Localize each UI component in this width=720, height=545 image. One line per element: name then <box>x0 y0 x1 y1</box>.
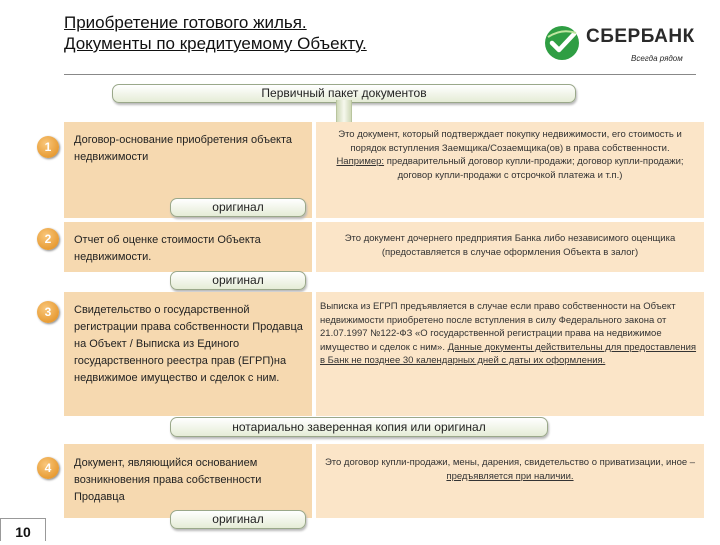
logo-slogan: Всегда рядом <box>631 54 683 63</box>
item-3-description <box>320 300 700 368</box>
item-4-document-name: Документ, являющийся основанием возникновения права собственности Продавца <box>74 457 262 503</box>
item-4-description <box>320 456 700 483</box>
item-1-document-name: Договор-основание приобретения объекта недвижимости <box>74 134 293 163</box>
item-2-number: 2 <box>37 228 59 250</box>
item-1-number: 1 <box>37 136 59 158</box>
item-3-number: 3 <box>37 301 59 323</box>
package-label: Первичный пакет документов <box>112 84 576 103</box>
item-3-validity-note: Данные документы действительны для предоставления в Банк не позднее 30 календарных дней с даты их оформления. <box>320 341 697 366</box>
title-line-1: Приобретение готового жилья. <box>64 13 307 32</box>
item-1-example-text: предварительный договор купли-продажи; договор купли-продажи; договор купли-продажи с отсрочкой платежа и т.п.) <box>384 156 684 181</box>
item-4-description-lead: Это договор купли-продажи, мены, дарения, свидетельство о приватизации, иное – <box>324 457 696 468</box>
page-number: 10 <box>0 518 46 541</box>
header-divider <box>64 74 696 75</box>
item-2-description: Это документ дочернего предприятия Банка либо независимого оценщика (предоставляется в случае оформления Объекта в залог) <box>344 233 676 258</box>
item-1-description-lead: Это документ, который подтверждает покупку недвижимости, его стоимость и порядок вступления Заемщика/Созаемщика(ов) в права собственности. <box>338 129 682 154</box>
title-line-2: Документы по кредитуемому Объекту. <box>64 34 367 53</box>
item-3-form-label: нотариально заверенная копия или оригинал <box>170 417 548 437</box>
item-1-form-label: оригинал <box>170 198 306 217</box>
logo-wordmark: СБЕРБАНК <box>586 26 695 47</box>
item-1-description <box>320 128 700 182</box>
item-3-document-name: Свидетельство о государственной регистрации права собственности Продавца на Объект / Выписка из Единого государственного реестра прав (ЕГРП)на недвижимое имущество и сделок с ним. <box>74 304 303 384</box>
sberbank-logo <box>543 24 693 70</box>
item-3-description-lead: Выписка из ЕГРП предъявляется в случае если право собственности на Объект недвижимости приобретено после вступления в силу Федерального закона от 21.07.1997 №122-ФЗ «О государственной регистрации права на недвижимое имущество и сделок с ним». <box>320 301 676 353</box>
sberbank-emblem-icon <box>543 24 581 62</box>
item-4-presence-note: предъявляется при наличии. <box>446 470 574 482</box>
item-2-document-name: Отчет об оценке стоимости Объекта недвижимости. <box>74 234 261 263</box>
item-4-form-label: оригинал <box>170 510 306 529</box>
page-title <box>64 12 504 54</box>
item-4-number: 4 <box>37 457 59 479</box>
package-connector <box>336 100 352 123</box>
item-2-form-label: оригинал <box>170 271 306 290</box>
item-1-example-label: Например: <box>336 156 385 167</box>
